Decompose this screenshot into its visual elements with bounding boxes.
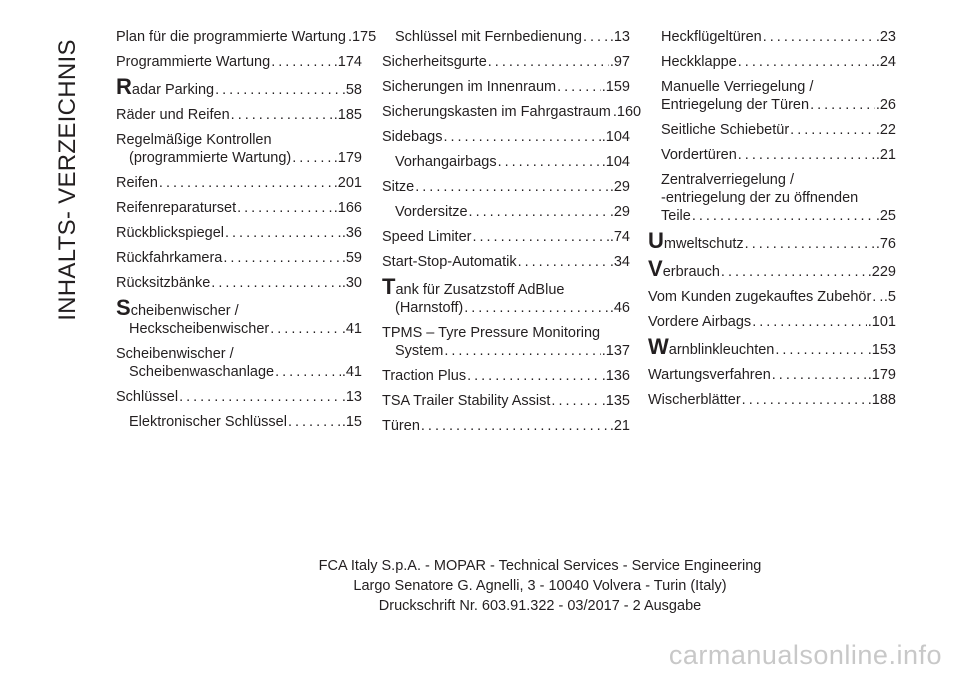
- index-column-2: [382, 28, 642, 442]
- entry-page-number: .36: [341, 225, 362, 241]
- entry-page-number: .59: [341, 250, 362, 266]
- publisher-footer: [260, 556, 820, 616]
- entry-initial-letter: V: [648, 256, 663, 281]
- index-entry[interactable]: [116, 388, 362, 406]
- leader-dots: [211, 274, 341, 292]
- entry-label-text: Wartungsverfahren: [648, 367, 771, 383]
- entry-page-number: .104: [601, 154, 630, 170]
- index-entry[interactable]: [116, 224, 362, 242]
- index-entry[interactable]: [648, 256, 896, 281]
- entry-label-text: mweltschutz: [663, 236, 744, 252]
- leader-dots: [583, 28, 609, 46]
- entry-label-text: Vordere Airbags: [648, 314, 752, 330]
- index-entry[interactable]: [648, 146, 896, 164]
- entry-label-text: Reifen: [116, 175, 158, 191]
- leader-dots: [292, 149, 333, 167]
- entry-label-text: Sicherungen im Innenraum: [382, 79, 557, 95]
- entry-label: [648, 391, 741, 409]
- leader-dots: [237, 199, 333, 217]
- entry-page-number: .25: [875, 208, 896, 224]
- entry-page-number: .24: [875, 54, 896, 70]
- entry-page-number: .104: [601, 129, 630, 145]
- index-entry[interactable]: [116, 131, 362, 167]
- entry-label: [116, 274, 210, 292]
- entry-label: [382, 274, 630, 299]
- entry-label-text: Regelmäßige Kontrollen: [116, 132, 272, 148]
- section-title-text: INHALTS- VERZEICHNIS: [54, 39, 81, 321]
- footer-line-1: FCA Italy S.p.A. - MOPAR - Technical Services - Service Engineering: [318, 558, 762, 574]
- index-entry[interactable]: [382, 367, 630, 385]
- entry-initial-letter: W: [648, 334, 669, 359]
- index-entry[interactable]: [648, 228, 896, 253]
- entry-label: [116, 249, 222, 267]
- entry-label-text: Schlüssel mit Fernbedienung: [395, 29, 582, 45]
- entry-label: [382, 103, 611, 121]
- entry-page-number: .15: [341, 414, 362, 430]
- index-entry[interactable]: [648, 53, 896, 71]
- entry-label-line-last: (programmierte Wartung): [129, 150, 292, 166]
- entry-label-text: Vordersitze: [395, 204, 468, 220]
- entry-page-number: .229: [867, 264, 896, 280]
- entry-label-text: Programmierte Wartung: [116, 54, 271, 70]
- index-entry[interactable]: [116, 174, 362, 192]
- entry-label-text: Vom Kunden zugekauftes Zubehör: [648, 289, 872, 305]
- entry-page-number: .160: [612, 104, 642, 120]
- entry-page-number: .185: [333, 107, 362, 123]
- leader-dots: [488, 53, 609, 71]
- index-entry[interactable]: [382, 274, 630, 317]
- index-column-3: [648, 28, 896, 416]
- leader-dots: [469, 203, 609, 221]
- entry-page-number: .22: [875, 122, 896, 138]
- entry-label-text: Heckflügeltüren: [661, 29, 762, 45]
- entry-label: [116, 74, 215, 99]
- footer-line-3: Druckschrift Nr. 603.91.322 - 03/2017 - 2 Ausgabe: [378, 598, 702, 614]
- entry-label-text: Start-Stop-Automatik: [382, 254, 517, 270]
- entry-page-number: .30: [341, 275, 362, 291]
- entry-initial-letter: R: [116, 74, 132, 99]
- entry-label: [116, 106, 230, 124]
- index-entry[interactable]: [648, 121, 896, 139]
- entry-label: [116, 53, 270, 71]
- leader-dots: [159, 174, 333, 192]
- entry-row: [116, 149, 362, 167]
- entry-label: [648, 288, 871, 306]
- entry-label: [648, 366, 771, 384]
- entry-label: [116, 388, 178, 406]
- entry-label-line-2: -entriegelung der zu öffnenden: [661, 190, 859, 206]
- leader-dots: [179, 388, 341, 406]
- entry-label: [129, 413, 287, 431]
- leader-dots: [215, 81, 341, 99]
- entry-page-number: .29: [609, 204, 630, 220]
- entry-row: [661, 96, 896, 114]
- entry-page-number: .21: [609, 418, 630, 434]
- entry-page-number: .101: [867, 314, 896, 330]
- entry-label-line-last: (Harnstoff): [395, 300, 464, 316]
- index-entry[interactable]: [116, 249, 362, 267]
- index-entry[interactable]: [382, 392, 630, 410]
- entry-label: [661, 146, 737, 164]
- entry-label: [116, 295, 362, 320]
- index-entry[interactable]: [382, 324, 630, 360]
- entry-page-number: .166: [333, 200, 362, 216]
- index-entry[interactable]: [116, 53, 362, 71]
- entry-page-number: .46: [609, 300, 630, 316]
- leader-dots: [810, 96, 875, 114]
- entry-page-number: .5: [883, 289, 896, 305]
- index-entry[interactable]: [116, 106, 362, 124]
- entry-page-number: .26: [875, 97, 896, 113]
- leader-dots: [275, 363, 341, 381]
- entry-label-text: Manuelle Verriegelung /: [661, 79, 814, 95]
- entry-label-text: Rückblickspiegel: [116, 225, 224, 241]
- index-entry[interactable]: [648, 391, 896, 409]
- index-entry[interactable]: [382, 178, 630, 196]
- entry-label: [661, 121, 789, 139]
- entry-label-text: Türen: [382, 418, 420, 434]
- entry-page-number: .179: [333, 150, 362, 166]
- entry-label: [382, 324, 630, 342]
- entry-label-text: TSA Trailer Stability Assist: [382, 393, 551, 409]
- entry-label-text: Sicherungskasten im Fahrgastraum: [382, 104, 611, 120]
- leader-dots: [271, 53, 333, 71]
- entry-label-text: TPMS – Tyre Pressure Monitoring: [382, 325, 601, 341]
- entry-page-number: .175: [347, 29, 377, 45]
- leader-dots: [472, 228, 608, 246]
- leader-dots: [738, 53, 875, 71]
- index-entry[interactable]: [382, 417, 630, 435]
- entry-label: [116, 345, 362, 363]
- index-entry[interactable]: [116, 413, 362, 431]
- entry-label-text: Plan für die programmierte Wartung: [116, 29, 346, 45]
- entry-page-number: .13: [341, 389, 362, 405]
- leader-dots: [772, 366, 867, 384]
- leader-dots: [518, 253, 609, 271]
- entry-label-text: arnblinkleuchten: [668, 342, 775, 358]
- entry-page-number: .34: [609, 254, 630, 270]
- leader-dots: [467, 367, 601, 385]
- index-entry[interactable]: [116, 199, 362, 217]
- leader-dots: [872, 288, 883, 306]
- index-entry[interactable]: [648, 288, 896, 306]
- index-entry[interactable]: [648, 28, 896, 46]
- index-entry[interactable]: [648, 366, 896, 384]
- leader-dots: [738, 146, 875, 164]
- entry-row: [116, 363, 362, 381]
- entry-label: [395, 203, 468, 221]
- entry-label: [661, 28, 762, 46]
- entry-page-number: .136: [601, 368, 630, 384]
- entry-page-number: .174: [333, 54, 362, 70]
- entry-initial-letter: S: [116, 295, 131, 320]
- leader-dots: [763, 28, 875, 46]
- entry-label-text: Sitze: [382, 179, 415, 195]
- entry-row: [116, 320, 362, 338]
- footer-line-2: Largo Senatore G. Agnelli, 3 - 10040 Volvera - Turin (Italy): [353, 578, 727, 594]
- entry-label: [382, 392, 550, 410]
- entry-label-text: Heckklappe: [661, 54, 737, 70]
- entry-label: [116, 131, 362, 149]
- leader-dots: [745, 235, 875, 253]
- entry-page-number: .58: [341, 82, 362, 98]
- leader-dots: [464, 299, 609, 317]
- entry-page-number: .97: [609, 54, 630, 70]
- entry-page-number: .74: [609, 229, 630, 245]
- entry-label-line-last: Heckscheibenwischer: [129, 321, 270, 337]
- entry-page-number: .41: [341, 321, 362, 337]
- entry-label: [648, 334, 775, 359]
- leader-dots: [443, 128, 600, 146]
- entry-label: [382, 53, 487, 71]
- entry-label-text: Sicherheitsgurte: [382, 54, 487, 70]
- entry-label: [382, 228, 471, 246]
- entry-label-text: Räder und Reifen: [116, 107, 230, 123]
- leader-dots: [498, 153, 601, 171]
- entry-label: [382, 417, 420, 435]
- entry-label: [661, 171, 896, 189]
- entry-page-number: .21: [875, 147, 896, 163]
- entry-label: [116, 174, 158, 192]
- leader-dots: [225, 224, 341, 242]
- leader-dots: [557, 78, 601, 96]
- index-entry[interactable]: [648, 334, 896, 359]
- entry-label-text: cheibenwischer /: [130, 303, 239, 319]
- entry-page-number: .23: [875, 29, 896, 45]
- entry-label-text: Schlüssel: [116, 389, 179, 405]
- entry-label-text: Rückfahrkamera: [116, 250, 223, 266]
- index-entry[interactable]: [382, 253, 630, 271]
- entry-label: [661, 53, 737, 71]
- entry-label: [116, 28, 346, 46]
- leader-dots: [742, 391, 867, 409]
- index-entry[interactable]: [116, 74, 362, 99]
- leader-dots: [223, 249, 340, 267]
- entry-label-text: Rücksitzbänke: [116, 275, 211, 291]
- entry-label-line-last: Entriegelung der Türen: [661, 97, 810, 113]
- entry-label: [116, 199, 236, 217]
- index-entry[interactable]: [382, 78, 630, 96]
- entry-initial-letter: T: [382, 274, 396, 299]
- entry-label: [648, 313, 751, 331]
- leader-dots: [444, 342, 600, 360]
- entry-label-text: Wischerblätter: [648, 392, 741, 408]
- entry-label-text: Reifenreparaturset: [116, 200, 237, 216]
- entry-page-number: .188: [867, 392, 896, 408]
- entry-label-line-last: Scheibenwaschanlage: [129, 364, 275, 380]
- section-title: [50, 30, 86, 330]
- index-entry[interactable]: [116, 28, 377, 46]
- entry-label-text: adar Parking: [131, 82, 215, 98]
- leader-dots: [692, 207, 875, 225]
- entry-label: [382, 78, 556, 96]
- entry-page-number: .159: [601, 79, 630, 95]
- index-entry[interactable]: [382, 153, 630, 171]
- entry-page-number: .41: [341, 364, 362, 380]
- entry-label-text: Speed Limiter: [382, 229, 472, 245]
- index-column-1: [116, 28, 377, 438]
- entry-label-text: Zentralverriegelung /: [661, 172, 794, 188]
- entry-row: [661, 207, 896, 225]
- index-entry[interactable]: [116, 274, 362, 292]
- entry-row: [382, 299, 630, 317]
- entry-label-text: Scheibenwischer /: [116, 346, 234, 362]
- index-entry[interactable]: [648, 313, 896, 331]
- index-entry[interactable]: [382, 128, 630, 146]
- entry-initial-letter: U: [648, 228, 664, 253]
- index-entry[interactable]: [382, 203, 630, 221]
- entry-label-text: Vordertüren: [661, 147, 737, 163]
- entry-page-number: .153: [867, 342, 896, 358]
- leader-dots: [790, 121, 875, 139]
- leader-dots: [775, 341, 866, 359]
- entry-page-number: .179: [867, 367, 896, 383]
- entry-label: [382, 367, 466, 385]
- entry-label-text: Traction Plus: [382, 368, 467, 384]
- entry-label: [116, 224, 224, 242]
- leader-dots: [288, 413, 341, 431]
- entry-page-number: .201: [333, 175, 362, 191]
- entry-label-text: erbrauch: [662, 264, 720, 280]
- index-entry[interactable]: [382, 53, 630, 71]
- entry-row: [382, 342, 630, 360]
- index-entry[interactable]: [116, 295, 362, 338]
- entry-label: [382, 128, 442, 146]
- entry-page-number: .135: [601, 393, 630, 409]
- leader-dots: [551, 392, 600, 410]
- leader-dots: [721, 263, 867, 281]
- entry-label-text: Sidebags: [382, 129, 443, 145]
- entry-label-text: ank für Zusatzstoff AdBlue: [395, 282, 565, 298]
- index-entry[interactable]: [648, 171, 896, 225]
- entry-label-line-last: System: [395, 343, 444, 359]
- index-entry[interactable]: [116, 345, 362, 381]
- entry-label: [648, 228, 744, 253]
- entry-label-text: Seitliche Schiebetür: [661, 122, 790, 138]
- leader-dots: [231, 106, 333, 124]
- entry-label: [395, 28, 582, 46]
- entry-page-number: .137: [601, 343, 630, 359]
- watermark: carmanualsonline.info: [668, 640, 942, 670]
- entry-label-text: Vorhangairbags: [395, 154, 497, 170]
- entry-label: [382, 253, 517, 271]
- entry-label-text: Elektronischer Schlüssel: [129, 414, 287, 430]
- entry-label: [382, 178, 414, 196]
- leader-dots: [270, 320, 341, 338]
- index-entry[interactable]: [382, 28, 630, 46]
- leader-dots: [752, 313, 867, 331]
- entry-page-number: .13: [609, 29, 630, 45]
- leader-dots: [421, 417, 609, 435]
- index-entry[interactable]: [648, 78, 896, 114]
- entry-label-line-last: Teile: [661, 208, 691, 224]
- leader-dots: [415, 178, 609, 196]
- entry-label: [395, 153, 497, 171]
- entry-label: [648, 256, 720, 281]
- entry-page-number: .29: [609, 179, 630, 195]
- index-entry[interactable]: [382, 103, 642, 121]
- index-entry[interactable]: [382, 228, 630, 246]
- entry-label: [661, 78, 896, 96]
- entry-page-number: .76: [875, 236, 896, 252]
